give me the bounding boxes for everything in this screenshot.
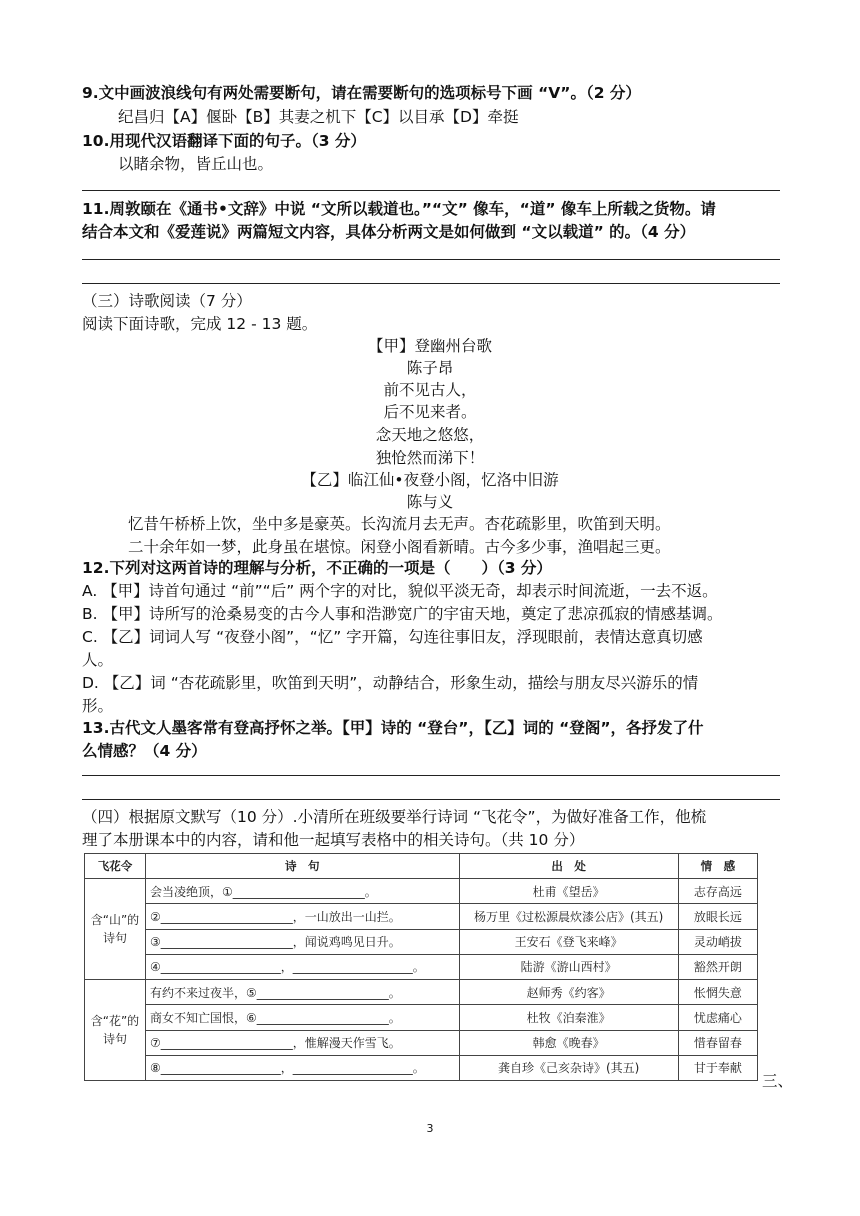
poem1-title: 【甲】登幽州台歌 xyxy=(367,337,492,355)
group-mountain: 含“山”的诗句 xyxy=(85,879,146,980)
table-row xyxy=(85,1055,758,1080)
source-cell: 赵师秀《约客》 xyxy=(459,980,678,1005)
poem1-line: 前不见古人， xyxy=(383,381,477,399)
q12-stem: 12.下列对这两首诗的理解与分析，不正确的一项是（ ）（3 分） xyxy=(82,559,552,577)
verse-cell[interactable]: ③______________________，闻说鸡鸣见日升。 xyxy=(145,929,459,954)
page-number: 3 xyxy=(426,1122,434,1135)
q11-line1: 11.周敦颐在《通书•文辞》中说 “文所以载道也。”“文” 像车，“道” 像车上所载之货物。请 xyxy=(82,200,716,218)
q12-option-d-cont: 形。 xyxy=(82,697,114,715)
q12-option-b: B. 【甲】诗所写的沧桑易变的古今人事和浩渺宽广的宇宙天地，奠定了悲凉孤寂的情感基调。 xyxy=(82,605,723,623)
verse-cell[interactable]: ④____________________，____________________。 xyxy=(145,954,459,979)
source-cell: 杨万里《过松源晨炊漆公店》(其五) xyxy=(459,904,678,929)
emotion-cell: 灵动峭拔 xyxy=(678,929,757,954)
header-emotion: 情 感 xyxy=(678,854,757,879)
table-row xyxy=(85,904,758,929)
q11-line2: 结合本文和《爱莲说》两篇短文内容，具体分析两文是如何做到 “文以载道” 的。（4 分） xyxy=(82,223,696,241)
table-row xyxy=(85,879,758,904)
header-source: 出 处 xyxy=(459,854,678,879)
emotion-cell: 豁然开朗 xyxy=(678,954,757,979)
poem2-title: 【乙】临江仙•夜登小阁，忆洛中旧游 xyxy=(301,471,559,489)
emotion-cell: 怅惘失意 xyxy=(678,980,757,1005)
source-cell: 龚自珍《己亥杂诗》(其五) xyxy=(459,1055,678,1080)
feihualing-table xyxy=(84,853,758,1081)
poem1-line: 后不见来者。 xyxy=(383,403,477,421)
verse-cell[interactable]: 会当凌绝顶，①______________________。 xyxy=(145,879,459,904)
q12-option-c: C. 【乙】词词人写 “夜登小阁”，“忆” 字开篇，勾连往事旧友，浮现眼前，表情达意真切感 xyxy=(82,628,703,646)
header-verse: 诗 句 xyxy=(145,854,459,879)
section3-title: （三）诗歌阅读（7 分） xyxy=(82,292,252,310)
verse-cell[interactable]: ⑧____________________，____________________。 xyxy=(145,1055,459,1080)
emotion-cell: 忧虑痛心 xyxy=(678,1005,757,1030)
section4-line1: （四）根据原文默写（10 分）.小清所在班级要举行诗词 “飞花令”，为做好准备工作，他梳 xyxy=(82,808,707,826)
verse-cell[interactable]: 有约不来过夜半，⑤______________________。 xyxy=(145,980,459,1005)
source-cell: 陆游《游山西村》 xyxy=(459,954,678,979)
table-row xyxy=(85,1030,758,1055)
answer-line xyxy=(82,799,780,800)
q12-option-c-cont: 人。 xyxy=(82,651,114,669)
q13-line2: 么情感？（4 分） xyxy=(82,742,207,760)
q9-stem: 9.文中画波浪线句有两处需要断句，请在需要断句的选项标号下画 “V”。（2 分） xyxy=(82,84,641,102)
emotion-cell: 惜春留春 xyxy=(678,1030,757,1055)
q10-stem: 10.用现代汉语翻译下面的句子。（3 分） xyxy=(82,132,366,150)
verse-cell[interactable]: 商女不知亡国恨，⑥______________________。 xyxy=(145,1005,459,1030)
poem2-line: 二十余年如一梦，此身虽在堪惊。闲登小阁看新晴。古今多少事，渔唱起三更。 xyxy=(128,538,671,556)
poem1-author: 陈子昂 xyxy=(406,359,454,377)
answer-line xyxy=(82,190,780,191)
q9-sentence: 纪昌归【A】偃卧【B】其妻之机下【C】以目承【D】牵挺 xyxy=(118,108,519,126)
poem2-line: 忆昔午桥桥上饮，坐中多是豪英。长沟流月去无声。杏花疏影里，吹笛到天明。 xyxy=(128,515,671,533)
group-flower: 含“花”的诗句 xyxy=(85,980,146,1081)
emotion-cell: 志存高远 xyxy=(678,879,757,904)
verse-cell[interactable]: ⑦______________________，惟解漫天作雪飞。 xyxy=(145,1030,459,1055)
emotion-cell: 甘于奉献 xyxy=(678,1055,757,1080)
source-cell: 王安石《登飞来峰》 xyxy=(459,929,678,954)
table-row xyxy=(85,1005,758,1030)
answer-line xyxy=(82,283,780,284)
table-row xyxy=(85,929,758,954)
section4-line2: 理了本册课本中的内容，请和他一起填写表格中的相关诗句。（共 10 分） xyxy=(82,831,585,849)
emotion-cell: 放眼长远 xyxy=(678,904,757,929)
source-cell: 韩愈《晚春》 xyxy=(459,1030,678,1055)
table-row xyxy=(85,954,758,979)
answer-line xyxy=(82,775,780,776)
table-header-row xyxy=(85,854,758,879)
answer-line xyxy=(82,259,780,260)
verse-cell[interactable]: ②______________________，一山放出一山拦。 xyxy=(145,904,459,929)
q12-option-d: D. 【乙】词 “杏花疏影里，吹笛到天明”，动静结合，形象生动，描绘与朋友尽兴游乐的情 xyxy=(82,674,699,692)
section-heading-three: 三、 xyxy=(762,1072,794,1090)
q13-line1: 13.古代文人墨客常有登高抒怀之举。【甲】诗的 “登台”，【乙】词的 “登阁”，各抒发了什 xyxy=(82,719,704,737)
poem2-author: 陈与义 xyxy=(406,493,454,511)
header-feihualing: 飞花令 xyxy=(85,854,146,879)
section3-instruction: 阅读下面诗歌，完成 12 - 13 题。 xyxy=(82,315,318,333)
source-cell: 杜甫《望岳》 xyxy=(459,879,678,904)
q10-sentence: 以睹余物，皆丘山也。 xyxy=(118,155,274,173)
table-row xyxy=(85,980,758,1005)
q12-option-a: A. 【甲】诗首句通过 “前”“后” 两个字的对比，貌似平淡无奇，却表示时间流逝，一去不返。 xyxy=(82,582,718,600)
source-cell: 杜牧《泊秦淮》 xyxy=(459,1005,678,1030)
poem1-line: 独怆然而涕下！ xyxy=(375,449,485,467)
poem1-line: 念天地之悠悠， xyxy=(375,426,485,444)
